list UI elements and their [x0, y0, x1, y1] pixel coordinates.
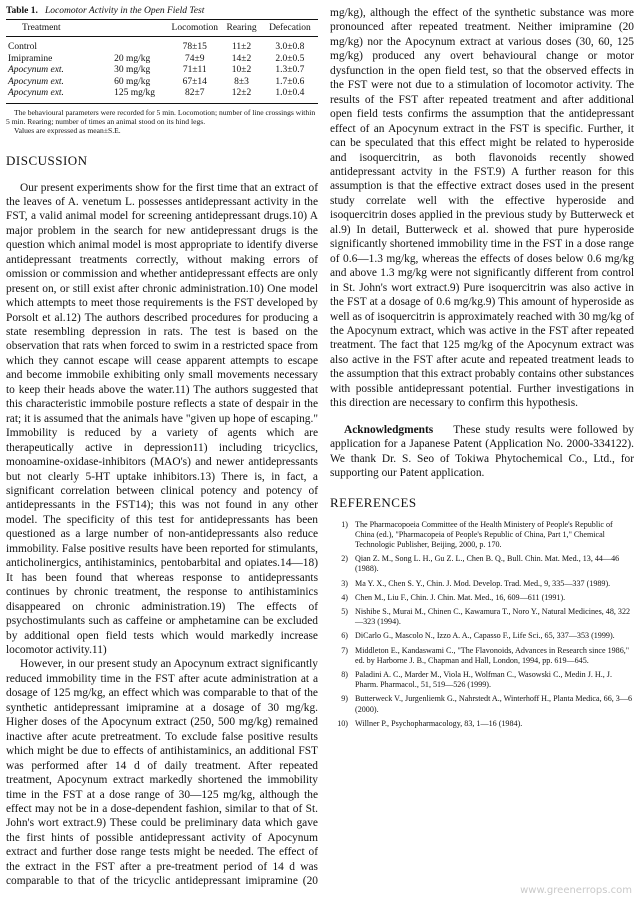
acknowledgments-text: These study results were followed by application for a Japanese Patent (Application No. 2000-334122). We thank Dr. S. Seo of Tokiwa Phytochemical Co., Ltd., for supporting our Patent application.	[330, 423, 635, 480]
reference-number: 9)	[341, 694, 348, 704]
discussion-body-left	[6, 181, 318, 889]
reference-number: 2)	[341, 554, 348, 564]
discussion-body-right	[330, 6, 634, 481]
locomotion-cell: 71±11	[182, 65, 207, 75]
header-defecation: Defecation	[262, 20, 318, 37]
discussion-paragraph-2: However, in our present study an Apocynum extract significantly reduced immobility time in the FST after acute administration at a dosage of 125 mg/kg, an effect which was comparable to that of the synthetic antidepressant imipramine at a dosage of 30 mg/kg. Higher doses of the Apocynum extract (250, 500 mg/kg) remained inactive after acute pretreatment. To exclude false positive results which might be due to effects of antihistaminics, an additional FST was performed after 14 d of daily treatment. After repeated treatment, Apocynum extract markedly shortened the immobility time in the FST at a dose range of 30—125 mg/kg, although the effect may not be in a dose-dependent fashion, similar to that of St. John's wort extract.9) These could be preliminary data which gave the first hints of possible antidepressant activity of Apocynum extract and further dose range tests might be needed. The effect of the extract in the FST after a pre-treatment period of 14 d was comparable to that of the tricyclic antidepressant imipramine (20	[6, 658, 318, 888]
reference-number: 5)	[341, 606, 348, 616]
acknowledgments-heading: Acknowledgments	[344, 423, 434, 436]
acknowledgments	[330, 423, 634, 481]
reference-number: 4)	[341, 592, 348, 602]
defecation-cell: 1.7±0.6	[275, 76, 305, 87]
table-header-row	[6, 20, 318, 37]
locomotor-table	[6, 19, 318, 104]
dose-cell	[112, 37, 168, 54]
table-caption-text: Locomotor Activity in the Open Field Test	[44, 6, 205, 16]
table-row	[6, 77, 318, 89]
dose-cell: 30 mg/kg	[114, 65, 151, 75]
reference-text: Nishibe S., Murai M., Chinen C., Kawamura T., Noro Y., Natural Medicines, 48, 322—323 (1994).	[355, 606, 631, 627]
reference-item	[330, 719, 634, 729]
treatment-cell: Apocynum ext.	[8, 65, 64, 75]
reference-text: Ma Y. X., Chen S. Y., Chin. J. Mod. Develop. Trad. Med., 9, 335—337 (1989).	[355, 578, 611, 588]
reference-number: 8)	[341, 669, 348, 679]
rearing-cell: 11±2	[231, 42, 252, 52]
table-note	[6, 108, 318, 135]
reference-number: 10)	[337, 718, 348, 728]
table-row	[6, 37, 318, 54]
reference-item	[330, 554, 634, 574]
table-note-2: Values are expressed as mean±S.E.	[14, 125, 121, 135]
locomotion-cell: 74±9	[185, 53, 205, 64]
rearing-cell: 12±2	[221, 88, 262, 103]
locomotion-cell: 82±7	[168, 88, 221, 103]
discussion-heading: DISCUSSION	[6, 152, 88, 168]
header-treatment: Treatment	[6, 20, 168, 37]
reference-text: Butterweck V., Jurgenliemk G., Nahrstedt A., Winterhoff H., Planta Medica, 66, 3—6 (2000).	[355, 694, 632, 714]
right-column	[330, 6, 634, 733]
defecation-cell: 3.0±0.8	[275, 42, 305, 52]
reference-text: Paladini A. C., Marder M., Viola H., Wolfman C., Wasowski C., Medin J. H., J. Pharm. Pharmacol., 51, 519—526 (1999).	[355, 669, 612, 690]
table-row	[6, 65, 318, 77]
left-column	[6, 6, 318, 889]
defecation-cell: 2.0±0.5	[275, 53, 305, 64]
locomotion-cell: 67±14	[182, 76, 207, 87]
dose-cell: 125 mg/kg	[112, 88, 168, 103]
reference-text: Chen M., Liu F., Chin. J. Chin. Mat. Med., 16, 609—611 (1991).	[355, 592, 566, 602]
reference-number: 1)	[341, 519, 348, 529]
dose-cell: 20 mg/kg	[114, 53, 151, 64]
table-caption-label: Table 1.	[6, 6, 38, 16]
reference-text: The Pharmacopoeia Committee of the Health Ministery of People's Republic of China (ed.), "Pharmacopeia of People's Republic of China, Part 1," Chemical Technologic Publisher, Beijing, 2000, p. 170.	[355, 519, 613, 549]
table-note-1: The behavioural parameters were recorded for 5 min. Locomotion; number of line crossings within 5 min. Rearing; number of times an animal stood on its hind legs.	[6, 107, 316, 126]
table-caption	[6, 6, 318, 16]
reference-item	[330, 607, 634, 627]
references-heading: REFERENCES	[330, 494, 417, 510]
treatment-cell: Imipramine	[8, 53, 53, 64]
reference-number: 3)	[341, 578, 348, 588]
reference-number: 7)	[341, 645, 348, 655]
treatment-cell: Apocynum ext.	[8, 76, 64, 87]
discussion-paragraph-2-continued: mg/kg), although the effect of the synthetic substance was more pronounced after repeated treatment. Neither imipramine (20 mg/kg) nor the Apocynum extract at various doses (30, 60, 125 mg/kg) produced any overt behavioural change or motor dysfunction in the open field test, so that the observed effects in the FST were not due to a stimulation of locomotor activity. The results of the FST after repeated treatment and after additional open field tests confirms the assumption that the antidepressant effect of an Apocynum extract in the FST is specific. Further, it can be speculated that this effect might be related to hyperoside and isoquercitrin, as both flavonoids recently showed antidepressant actvity in the FST.9) A further reason for this assumption is that the effective extract doses used in the present study correlate well with the effective hyperoside and isoquercitrin doses applied in the previous study by Butterweck et al.9) In detail, Butterweck et al. showed that pure hyperoside significantly shortened immobility time in the FST in a dose range of 0.6—1.3 mg/kg, whereas the effects of doses below 0.6 mg/kg and above 1.3 mg/kg were not significantly different from control in St. John's wort extract.9) Pure isoquercitrin was also active in the FST at a dosage of 0.6 mg/kg.9) This amount of hyperoside as well as of isoquercitrin is approximately reached with 30 mg/kg of the Apocynum extract, which was active in the FST after repeated treatment. The fact that 125 mg/kg of the Apocynum extract was also active in the FST after acute and repeated treatment leads to the assumption that this extract probably contains other substances with possible antidepressant potential. Further investigations in this direction are necessary to confirm this hypothesis.	[330, 7, 634, 410]
header-locomotion: Locomotion	[168, 20, 221, 37]
rearing-cell: 8±3	[234, 76, 249, 87]
treatment-cell: Control	[8, 42, 38, 52]
reference-item	[330, 694, 634, 714]
header-rearing: Rearing	[221, 20, 262, 37]
reference-item	[330, 646, 634, 666]
reference-text: Qian Z. M., Song L. H., Gu Z. L., Chen B. Q., Bull. Chin. Mat. Med., 13, 44—46 (1988).	[355, 554, 620, 574]
table-block	[6, 6, 318, 135]
reference-item	[330, 631, 634, 641]
reference-item	[330, 520, 634, 551]
reference-item	[330, 579, 634, 589]
locomotion-cell: 78±15	[182, 42, 207, 52]
discussion-paragraph-1: Our present experiments show for the first time that an extract of the leaves of A. venetum L. possesses antidepressant activity in the FST, a valid animal model for screening antidepressant drugs.10) A major problem in the search for new antidepressant drugs is the question which animal model is most appropriate to identify diverse antidepressant treatments correctly, without making errors of omission or commission and whether antidepressant effects are only present on, or still exist after chronic administration.10) One model which attempts to meet those requirements is the FST developed by Porsolt et al.12) The authors described procedures for producing a state resembling depression in rats. The test is based on the observation that rats when forced to swim in a restricted space from which they cannot escape will cease apparent attempts to escape and become immobile exhibiting only small movements necessary to keep their heads above the water.11) The authors suggested that this characteristic immobile posture reflects a state of despair in the rat; it is assumed that the animals have "given up hope of escaping." Immobility is reduced by a variety of agents which are therapeutically active in depression11) including tricyclics, monoamine-oxidase-inhibitors (MAO's) and newer antidepressants but not clearly 5-HT uptake inhibitors.13) There is, in fact, a significant correlation between clinical potency and potency of antidepressants in the FST14); this was not found in any other model. The specificity of this test for antidepressants has been questioned as a large number of non-antidepressants also reduce immobility. False positive results have been reported for stimulants, anticholinergics, antihistaminics, pentobarbital and opiates.14—18) It has been found that whereas response to antidepressants continues by chronic treatment, the response to antihistaminics disappeared on chronic administration.19) The effects of psychostimulants such as caffeine or amphetamine can be excluded by additional open field tests which would markedly increase locomotor activity.11)	[6, 181, 318, 656]
reference-item	[330, 593, 634, 603]
table-row	[6, 88, 318, 103]
watermark: www.greenerrops.com	[520, 885, 632, 896]
reference-text: Willner P., Psychopharmacology, 83, 1—16 (1984).	[355, 718, 523, 728]
reference-item	[330, 670, 634, 690]
defecation-cell: 1.0±0.4	[262, 88, 318, 103]
reference-number: 6)	[341, 631, 348, 641]
treatment-cell: Apocynum ext.	[6, 88, 112, 103]
rearing-cell: 14±2	[231, 53, 252, 64]
reference-text: Middleton E., Kandaswami C., "The Flavonoids, Advances in Research since 1986," ed. by Harborne J. B., Chapman and Hall, London, 1994, pp. 619—645.	[355, 645, 630, 665]
defecation-cell: 1.3±0.7	[275, 65, 305, 75]
reference-list	[330, 520, 634, 729]
reference-text: DiCarlo G., Mascolo N., Izzo A. A., Capasso F., Life Sci., 65, 337—353 (1999).	[355, 631, 615, 641]
rearing-cell: 10±2	[231, 65, 252, 75]
table-row	[6, 54, 318, 66]
dose-cell: 60 mg/kg	[114, 76, 151, 87]
